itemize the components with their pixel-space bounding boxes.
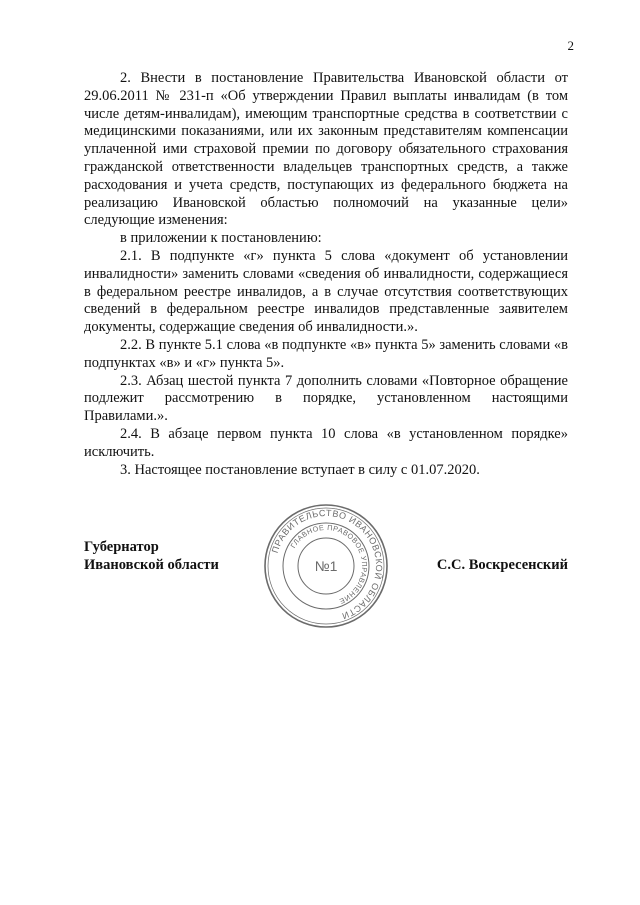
- page-number: 2: [567, 38, 574, 53]
- paragraph-item-2: 2. Внести в постановление Правительства Ивановской области от 29.06.2011 № 231-п «Об утверждении Правил выплаты инвалидам (в том числе детям-инвалидам), имеющим транспортные средства в соответствии с медицинскими показаниями, или их законным представителям компенсации уплаченной ими страховой премии по договору обязательного страхования гражданской ответственности владельцев транспортных средств, а также расходования и учета средств, поступающих из федерального бюджета на реализацию Ивановской областью полномочий на указанные цели» следующие изменения:: [84, 70, 568, 229]
- document-body: [84, 70, 568, 479]
- signer-title-line2: Ивановской области: [84, 557, 219, 573]
- paragraph-2-1: 2.1. В подпункте «г» пункта 5 слова «документ об установлении инвалидности» заменить словами «сведения об инвалидности, содержащиеся в федеральном реестре инвалидов, а в случае отсутствия соответствующих сведений в федеральном реестре инвалидов представленные заявителем документы, содержащие сведения об инвалидности.».: [84, 247, 568, 336]
- signer-title-line1: Губернатор: [84, 539, 159, 555]
- signer-title: [84, 538, 219, 574]
- stamp-inner-text: ГЛАВНОЕ ПРАВОВОЕ УПРАВЛЕНИЕ: [288, 522, 370, 607]
- paragraph-item-3: 3. Настоящее постановление вступает в силу с 01.07.2020.: [120, 461, 480, 478]
- signature-block: [84, 507, 568, 638]
- signer-name: С.С. Воскресенский: [436, 557, 568, 573]
- paragraph-appendix-intro: в приложении к постановлению:: [120, 230, 322, 247]
- paragraph-2-4: 2.4. В абзаце первом пункта 10 слова «в установленном порядке» исключить.: [84, 425, 568, 460]
- stamp-center-text: №1: [314, 558, 338, 574]
- paragraph-2-2: 2.2. В пункте 5.1 слова «в подпункте «в» пункта 5» заменить словами «в подпунктах «в» и «г» пункта 5».: [84, 336, 568, 371]
- official-stamp: [262, 502, 390, 630]
- stamp-outer-text: ПРАВИТЕЛЬСТВО ИВАНОВСКОЙ ОБЛАСТИ: [269, 507, 385, 622]
- stamp-seal-icon: [262, 502, 390, 630]
- paragraph-2-3: 2.3. Абзац шестой пункта 7 дополнить словами «Повторное обращение подлежит рассмотрению в порядке, установленном настоящими Правилами.».: [84, 372, 568, 425]
